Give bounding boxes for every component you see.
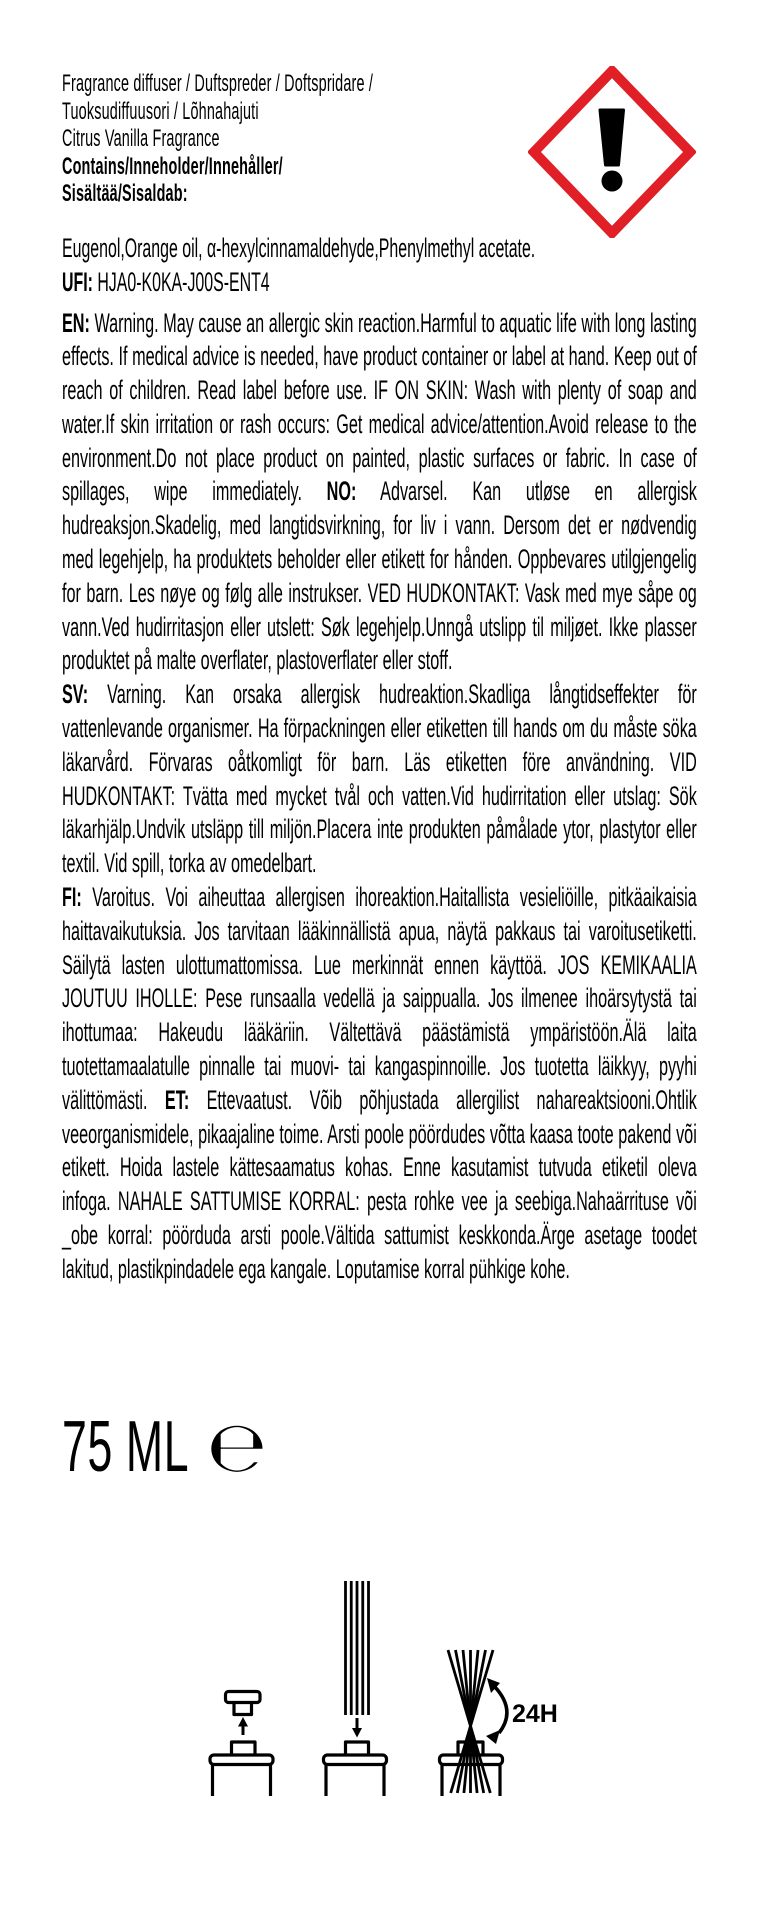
warning-paragraph-sv xyxy=(62,678,697,881)
lang-tag-fi: FI: xyxy=(62,882,82,913)
volume-amount: 75 ML xyxy=(62,1407,190,1487)
lang-tag-et: ET: xyxy=(164,1084,190,1115)
volume-row xyxy=(62,1404,267,1490)
warning-text-et: Ettevaatust. Võib põhjustada allergilist nahareaktsiooni.Ohtlik veeorganismidele, pikaajaline toime. Arsti poole pöördudes võtta kaasa toote pakend või etikett. Hoida lastele kättesaamatus kohas. Enne kasutamist tutvuda etiketil oleva infoga. NAHALE SATTUMISE KORRAL: pesta rohke vee ja seebiga.Nahaärrituse või _obe korral: pöörduda arsti poole.Vältida sattumist keskkonda.Ärge asetage toodet lakitud, plastikpindadele ega kangale. Loputamise korral pühkige kohe. xyxy=(62,1084,697,1284)
ufi-value: HJA0-K0KA-J00S-ENT4 xyxy=(92,266,270,297)
rotate-reeds-icon xyxy=(440,1650,558,1796)
fragrance-name: Citrus Vanilla Fragrance xyxy=(62,125,220,152)
insert-reeds-icon xyxy=(324,1581,387,1796)
contains-heading-line1: Contains/Inneholder/Innehåller/ xyxy=(62,152,283,180)
lang-tag-en: EN: xyxy=(62,307,90,338)
hazard-statements xyxy=(62,307,697,1287)
ingredients-list: Eugenol,Orange oil, α-hexylcinnamaldehyde,Phenylmethyl acetate. xyxy=(62,232,536,263)
warning-paragraph-en-no xyxy=(62,307,697,679)
warning-text-sv: Varning. Kan orsaka allergisk hudreaktion.Skadliga långtidseffekter för vattenlevande organismer. Ha förpackningen eller etiketten till hands om du måste söka läkarvård. Förvaras oåtkomligt för barn. Läs etiketten före användning. VID HUDKONTAKT: Tvätta med mycket tvål och vatten.Vid hudirritation eller utslag: Sök läkarhjälp.Undvik utsläpp till miljön.Placera inte produkten påmålade ytor, plastytor eller textil. Vid spill, torka av omedelbart. xyxy=(62,679,697,879)
product-name-line2: Tuoksudiffuusori / Lõhnahajuti xyxy=(62,97,259,125)
usage-instructions-icons xyxy=(168,1550,588,1810)
warning-text-en: Warning. May cause an allergic skin reaction.Harmful to aquatic life with long lasting effects. If medical advice is needed, have product container or label at hand. Keep out of reach of children. Read label before use. IF ON SKIN: Wash with plenty of soap and water.If skin irritation or rash occurs: Get medical advice/attention.Avoid release to the environment.Do not place product on painted, plastic surfaces or fabric. In case of spillages, wipe immediately. xyxy=(62,307,697,507)
duration-24h-label: 24H xyxy=(512,1700,558,1728)
product-name-line1: Fragrance diffuser / Duftspreder / Doftspridare / xyxy=(62,70,374,97)
label-text-block xyxy=(62,70,697,1287)
lang-tag-sv: SV: xyxy=(62,679,89,710)
rotate-arrow-icon xyxy=(494,1686,507,1733)
warning-text-no: Advarsel. Kan utløse en allergisk hudreaksjon.Skadelig, med langtidsvirkning, for liv i vann. Dersom det er nødvendig med legehjelp, ha produktets beholder eller etikett for hånden. Oppbevares utilgjengelig for barn. Les nøye og følg alle instrukser. VED HUDKONTAKT: Vask med mye såpe og vann.Ved hudirritasjon eller utslett: Søk legehjelp.Unngå utslipp til miljøet. Ikke plasser produktet på malte overflater, plastoverflater eller stoff. xyxy=(62,476,697,676)
lang-tag-no: NO: xyxy=(326,476,357,507)
contains-heading-line2: Sisältää/Sisaldab: xyxy=(62,180,188,207)
warning-paragraph-fi-et xyxy=(62,881,697,1287)
remove-cap-icon xyxy=(210,1692,273,1797)
estimated-sign-icon: ℮ xyxy=(207,1406,267,1488)
ufi-row xyxy=(62,265,697,299)
warning-text-fi: Varoitus. Voi aiheuttaa allergisen ihoreaktion.Haitallista vesieliöille, pitkäaikaisia haittavaikutuksia. Jos tarvitaan lääkinnällistä apua, näytä pakkaus tai varoitusetiketti. Säilytä lasten ulottumattomissa. Lue merkinnät ennen käyttöä. JOS KEMIKAALIA JOUTUU IHOLLE: Pese runsaalla vedellä ja saippualla. Jos ilmenee ihoärsytystä tai ihottumaa: Hakeudu lääkäriin. Vältettävä päästämistä ympäristöön.Älä laita tuotettamaalatulle pinnalle tai muovi- tai kangaspinnoille. Jos tuotetta läikkyy, pyyhi välittömästi. xyxy=(62,882,697,1115)
ufi-label: UFI: xyxy=(62,266,93,297)
